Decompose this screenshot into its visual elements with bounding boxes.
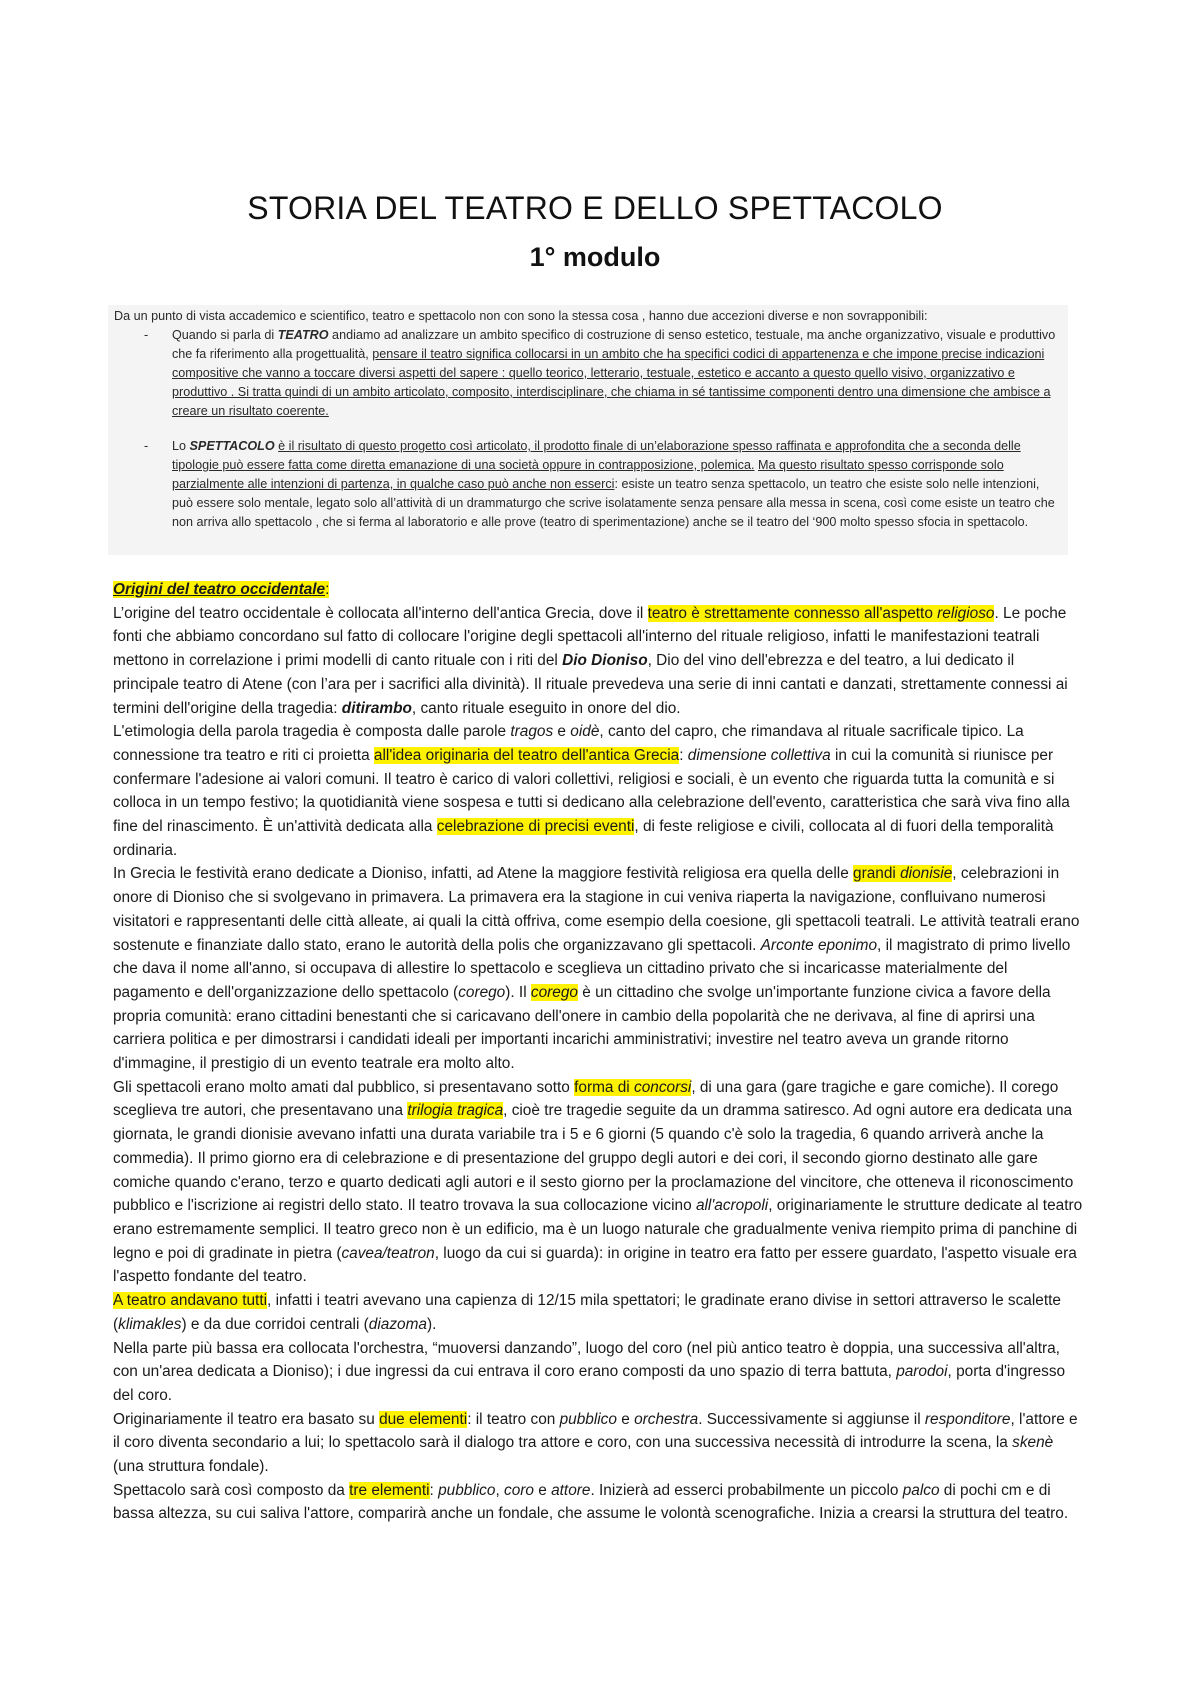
highlight: A teatro andavano tutti bbox=[113, 1292, 268, 1310]
paragraph-1: L’origine del teatro occidentale è collocata all'interno dell'antica Grecia, dove il teatro è strettamente connesso all'aspetto religioso. Le poche fonti che abbiamo concordano sul fatto di collocare l'origine degli spettacoli all'interno del rituale religioso, infatti le manifestazioni teatrali mettono in correlazione i primi modelli di canto rituale con i riti del Dio Dioniso, Dio del vino dell'ebrezza e del teatro, a lui dedicato il principale teatro di Atene (con l’ara per i sacrifici alla divinità). Il rituale prevedeva una serie di inni cantati e danzati, strettamente connessi ai termini dell'origine della tragedia: ditirambo, canto rituale eseguito in onore del dio. bbox=[113, 604, 1068, 717]
highlight: religioso bbox=[937, 604, 995, 622]
intro-item-teatro: - Quando si parla di TEATRO andiamo ad analizzare un ambito specifico di costruzione di senso estetico, testuale, ma anche organizzativo, visuale e produttivo che fa riferimento alla progettualità, pensare il teatro significa collocarsi in un ambito che ha specifici codici di appartenenza e che impone precise indicazioni compositive che vanno a toccare diversi aspetti del sapere : quello teorico, letterario, testuale, estetico e accanto a questo quello visivo, organizzativo e produttivo . Si tratta quindi di un ambito articolato, composito, interdisciplinare, che chiama in sé tantissime componenti dentro una dimensione che ambisce a creare un risultato coerente. bbox=[144, 328, 1056, 418]
list-dash: - bbox=[144, 328, 149, 342]
paragraph-4: Gli spettacoli erano molto amati dal pubblico, si presentavano sotto forma di concorsi, di una gara (gare tragiche e gare comiche). Il corego sceglieva tre autori, che presentavano una trilogia tragica, cioè tre tragedie seguite da un dramma satiresco. Ad ogni autore era dedicata una giornata, le grandi dionisie avevano infatti una durata variabile tra i 5 e 6 giorni (5 quando c'è solo la tragedia, 6 quando arriverà anche la commedia). Il primo giorno era di celebrazione e di presentazione del gruppo degli autori e dei cori, il secondo giorno destinato alle gare comiche quando c'erano, terzo e quarto dedicati agli autori e il sesto giorno per la proclamazione del vincitore, che otteneva il riconoscimento pubblico e l'iscrizione ai registri dello stato. Il teatro trovava la sua collocazione vicino all'acropoli, originariamente le strutture dedicate al teatro erano estremamente semplici. Il teatro greco non è un edificio, ma è un luogo naturale che gradualmente veniva riempito prima di panchine di legno e poi di gradinate in pietra (cavea/teatron, luogo da cui si guarda): in origine in teatro era fatto per essere guardato, l'aspetto visuale era l'aspetto fondante del teatro. bbox=[113, 1078, 1083, 1286]
page-title: STORIA DEL TEATRO E DELLO SPETTACOLO bbox=[247, 190, 943, 226]
highlight: due elementi bbox=[379, 1410, 468, 1428]
list-dash: - bbox=[144, 439, 149, 453]
page-subtitle: 1° modulo bbox=[529, 242, 661, 272]
highlight: teatro è strettamente connesso all'aspetto bbox=[647, 604, 938, 622]
section-heading: Origini del teatro occidentale: bbox=[113, 581, 330, 598]
highlight: dionisie bbox=[900, 865, 953, 883]
intro-item-spettacolo: - Lo SPETTACOLO è il risultato di questo progetto così articolato, il prodotto finale di un’elaborazione spesso raffinata e approfondita che a seconda delle tipologie può essere fatta come diretta emanazione di una società oppure in contrapposizione, polemica. Ma questo risultato spesso corrisponde solo parzialmente alle intenzioni di partenza, in qualche caso può anche non esserci: esiste un teatro senza spettacolo, un teatro che esiste solo nelle intenzioni, può essere solo mentale, legato solo all’attività di un drammaturgo che scrive isolatamente senza pensare alla messa in scena, così come esiste un teatro che non arriva allo spettacolo , che si ferma al laboratorio e alle prove (teatro di sperimentazione) anche se il teatro del ‘900 molto spesso sfocia in spettacolo. bbox=[144, 439, 1055, 529]
highlight: trilogia tragica bbox=[407, 1102, 504, 1120]
spettacolo-term: SPETTACOLO bbox=[189, 439, 275, 453]
highlight: all'idea originaria del teatro dell'antica Grecia bbox=[373, 746, 680, 764]
paragraph-2: L'etimologia della parola tragedia è composta dalle parole tragos e oidè, canto del capro, che rimandava al rituale sacrificale tipico. La connessione tra teatro e riti ci proietta all'idea originaria del teatro dell'antica Grecia: dimensione collettiva in cui la comunità si riunisce per confermare l'adesione ai valori comuni. Il teatro è carico di valori collettivi, religiosi e sociali, è un evento che riguarda tutta la comunità e si colloca in un tempo festivo; la quotidianità viene sospesa e tutti si dedicano alla celebrazione dell'evento, caratteristica che sarà viva fino alla fine del rinascimento. È un'attività dedicata alla celebrazione di precisi eventi, di feste religiose e civili, collocata al di fuori della temporalità ordinaria. bbox=[113, 723, 1070, 859]
highlight: celebrazione di precisi eventi bbox=[436, 818, 635, 836]
paragraph-3: In Grecia le festività erano dedicate a Dioniso, infatti, ad Atene la maggiore festività religiosa era quella delle grandi dionisie, celebrazioni in onore di Dioniso che si svolgevano in primavera. La primavera era la stagione in cui veniva riaperta la navigazione, confluivano numerosi visitatori e rappresentanti delle città alleate, ai quali la città offriva, come esempio della coesione, gli spettacoli teatrali. Le attività teatrali erano sostenute e finanziate dallo stato, erano le autorità della polis che organizzavano gli spettacoli. Arconte eponimo, il magistrato di primo livello che dava il nome all'anno, si occupava di allestire lo spettacolo e sceglieva un cittadino privato che si incaricasse materialmente del pagamento e dell'organizzazione dello spettacolo (corego). Il corego è un cittadino che svolge un'importante funzione civica a favore della propria comunità: erano cittadini benestanti che si caricavano dell'onere in cambio della popolarità che ne derivava, al fine di aprirsi una carriera politica e per dimostrarsi i candidati ideali per importanti incarichi amministrativi; investire nel teatro aveva un grande ritorno d'immagine, il prestigio di un evento teatrale era molto alto. bbox=[113, 865, 1080, 1073]
highlight: tre elementi bbox=[349, 1481, 430, 1499]
highlight: forma di bbox=[574, 1078, 634, 1096]
intro-lead: Da un punto di vista accademico e scientifico, teatro e spettacolo non con sono la stessa cosa , hanno due accezioni diverse e non sovrapponibili: bbox=[114, 309, 928, 323]
paragraph-5: A teatro andavano tutti, infatti i teatri avevano una capienza di 12/15 mila spettatori; le gradinate erano divise in settori attraverso le scalette (klimakles) e da due corridoi centrali (diazoma). bbox=[113, 1292, 1061, 1333]
highlight: grandi bbox=[853, 865, 901, 883]
highlight: concorsi bbox=[634, 1078, 692, 1096]
paragraph-7: Originariamente il teatro era basato su due elementi: il teatro con pubblico e orchestra. Successivamente si aggiunse il responditore, l'attore e il coro diventa secondario a lui; lo spettacolo sarà il dialogo tra attore e coro, con una successiva necessità di introdurre la scena, la skenè (una struttura fondale). bbox=[113, 1410, 1078, 1476]
paragraph-6: Nella parte più bassa era collocata l'orchestra, “muoversi danzando”, luogo del coro (nel più antico teatro è doppia, una successiva all'altra, con un'area dedicata a Dioniso); i due ingressi da cui entrava il coro erano composti da uno spazio di terra battuta, parodoi, porta d'ingresso del coro. bbox=[113, 1339, 1066, 1404]
teatro-term: TEATRO bbox=[277, 328, 329, 342]
paragraph-8: Spettacolo sarà così composto da tre elementi: pubblico, coro e attore. Inizierà ad esserci probabilmente un piccolo palco di pochi cm e di bassa altezza, su cui saliva l'attore, comparirà anche un fondale, che assume le volontà scenografiche. Inizia a crearsi la struttura del teatro. bbox=[113, 1481, 1069, 1523]
main-text bbox=[113, 578, 1083, 1526]
intro-scanned-block bbox=[108, 305, 1068, 555]
highlight: corego bbox=[530, 983, 578, 1001]
